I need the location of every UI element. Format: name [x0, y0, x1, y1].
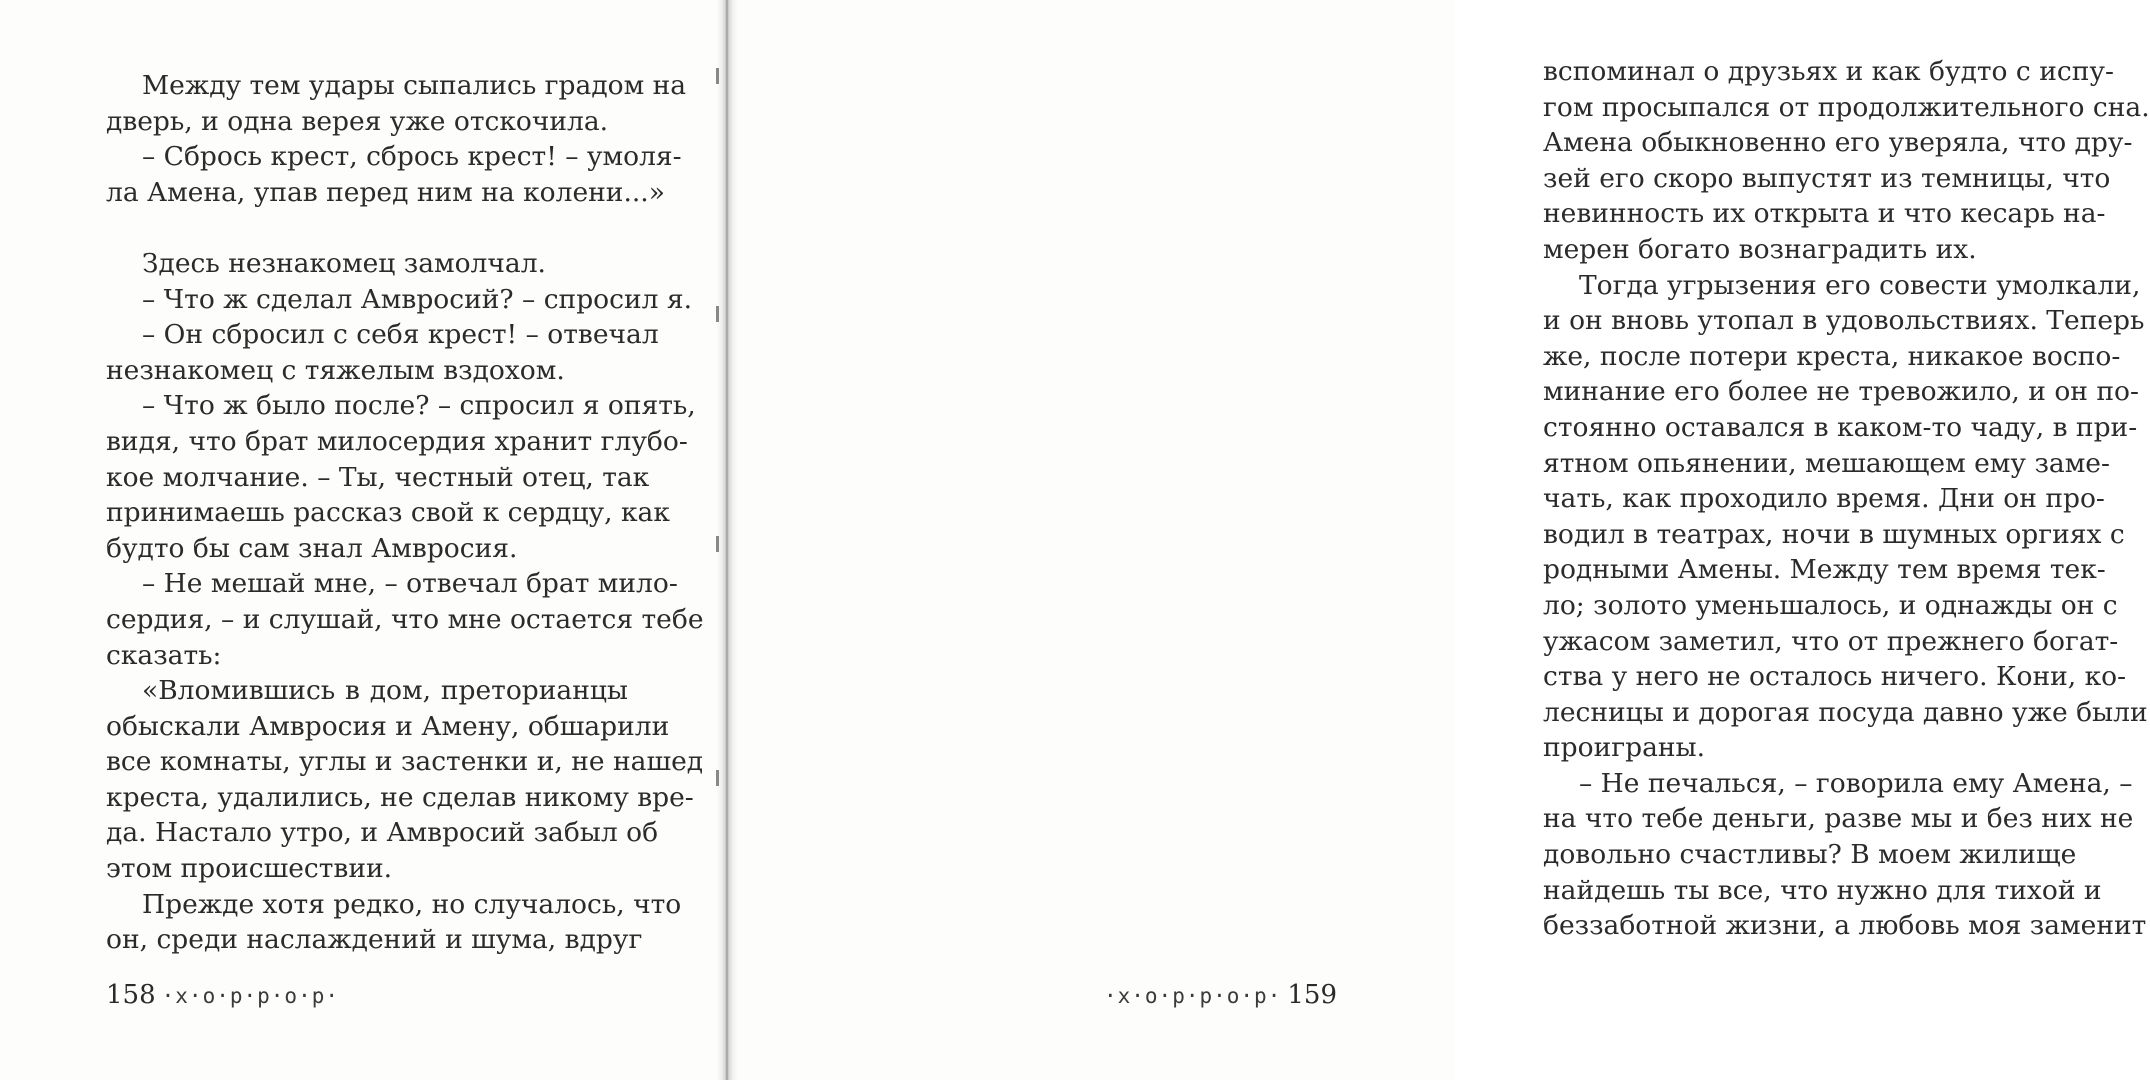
text-line: будто бы сам знал Амвросия. — [106, 532, 518, 564]
text-line: проиграны. — [1543, 732, 1706, 764]
text-line: беззаботной жизни, а любовь моя заменит — [1543, 910, 2147, 942]
text-line: сказать: — [106, 639, 222, 671]
text-line: ужасом заметил, что от прежнего богат- — [1543, 625, 2119, 657]
text-line: – Что ж было после? – спросил я опять, — [142, 390, 696, 422]
text-line: зей его скоро выпустят из темницы, что — [1543, 162, 2111, 194]
paragraph-break — [106, 210, 628, 246]
text-line: Тогда угрызения его совести умолкали, — [1579, 269, 2141, 301]
text-line: лесницы и дорогая посуда давно уже были — [1543, 696, 2148, 728]
right-page-footer — [1104, 978, 1337, 1013]
text-line: сердия, – и слушай, что мне остается тебе — [106, 603, 704, 635]
gutter-mark — [716, 68, 719, 84]
text-line: чать, как проходило время. Дни он про- — [1543, 483, 2105, 515]
page-number: 158 — [106, 980, 156, 1010]
text-line: – Сбрось крест, сбрось крест! – умоля- — [142, 141, 682, 173]
gutter-mark — [716, 770, 719, 786]
text-line: Между тем удары сыпались градом на — [142, 70, 687, 101]
series-title: ·х·о·р·р·о·р· — [1103, 984, 1282, 1008]
text-line: этом происшествии. — [106, 853, 393, 885]
text-line: дверь, и одна верея уже отскочила. — [106, 105, 609, 137]
text-line: незнакомец с тяжелым вздохом. — [106, 354, 565, 386]
text-line: стоянно оставался в каком-то чаду, в при- — [1543, 411, 2138, 443]
gutter-mark — [716, 536, 719, 552]
left-page — [0, 0, 722, 1080]
text-line: ства у него не осталось ничего. Кони, ко- — [1543, 661, 2127, 693]
text-line: родными Амены. Между тем время тек- — [1543, 554, 2106, 586]
text-line: ло; золото уменьшалось, и однажды он с — [1543, 589, 2118, 621]
text-line: принимаешь рассказ свой к сердцу, как — [106, 497, 670, 529]
text-line: гом просыпался от продолжительного сна. — [1543, 91, 2150, 123]
text-line: Здесь незнакомец замолчал. — [142, 247, 546, 279]
text-line: – Не печалься, – говорила ему Амена, – — [1579, 767, 2133, 799]
text-line: – Он сбросил с себя крест! – отвечал — [142, 319, 659, 351]
text-line: же, после потери креста, никакое воспо- — [1543, 340, 2121, 372]
right-page-text — [1543, 54, 2150, 944]
text-line: кое молчание. – Ты, честный отец, так — [106, 461, 650, 493]
text-line: минание его более не тревожило, и он по- — [1543, 376, 2139, 408]
left-page-footer — [106, 978, 339, 1013]
text-line: – Не мешай мне, – отвечал брат мило- — [142, 568, 678, 600]
text-line: он, среди наслаждений и шума, вдруг — [106, 924, 643, 956]
text-line: «Вломившись в дом, преторианцы — [142, 675, 628, 707]
text-line: мерен богато вознаградить их. — [1543, 233, 1977, 265]
text-line: Прежде хотя редко, но случалось, что — [142, 888, 682, 920]
left-page-text — [106, 68, 704, 958]
gutter-mark — [716, 306, 719, 322]
text-line: Амена обыкновенно его уверяла, что дру- — [1543, 127, 2133, 159]
text-line: все комнаты, углы и застенки и, не нашед — [106, 746, 704, 778]
book-gutter — [716, 0, 738, 1080]
text-line: видя, что брат милосердия хранит глубо- — [106, 425, 688, 457]
text-line: водил в театрах, ночи в шумных оргиях с — [1543, 518, 2125, 550]
series-title: ·х·о·р·р·о·р· — [161, 984, 340, 1008]
text-line: ятном опьянении, мешающем ему заме- — [1543, 447, 2110, 479]
text-line: на что тебе деньги, разве мы и без них не — [1543, 803, 2134, 835]
page-number: 159 — [1287, 980, 1337, 1010]
text-line: найдешь ты все, что нужно для тихой и — [1543, 874, 2102, 906]
text-line: креста, удалились, не сделав никому вре- — [106, 781, 694, 813]
text-line: – Что ж сделал Амвросий? – спросил я. — [142, 283, 693, 315]
text-line: вспоминал о друзьях и как будто с испу- — [1543, 56, 2114, 87]
text-line: обыскали Амвросия и Амену, обшарили — [106, 710, 670, 742]
text-line: ла Амена, упав перед ним на колени...» — [106, 176, 665, 208]
text-line: невинность их открыта и что кесарь на- — [1543, 198, 2106, 230]
right-page — [733, 0, 2150, 1080]
text-line: довольно счастливы? В моем жилище — [1543, 839, 2077, 871]
text-line: да. Настало утро, и Амвросий забыл об — [106, 817, 659, 849]
text-line: и он вновь утопал в удовольствиях. Теперь — [1543, 305, 2145, 337]
